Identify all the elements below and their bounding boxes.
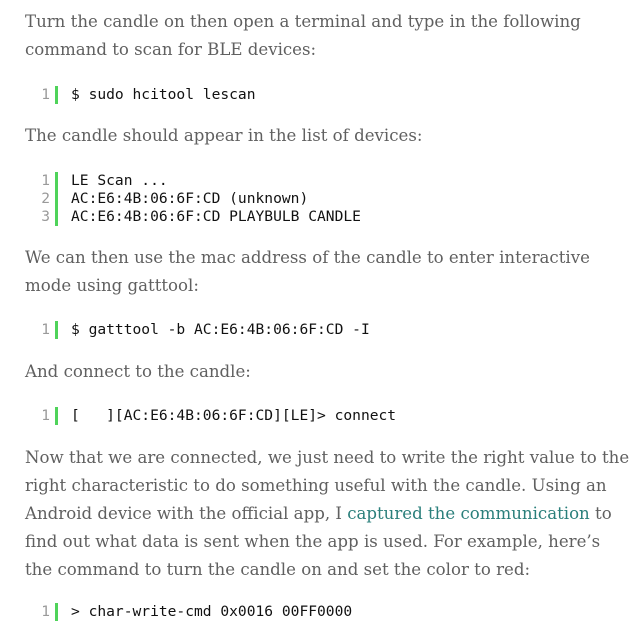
code-line: > char-write-cmd 0x0016 00FF0000 (71, 603, 353, 620)
line-numbers (36, 407, 50, 425)
paragraph-text: Now that we are connected, we just need to write the right value to the right characteristic to do something useful with the candle. Using an Android device with the official app, I (25, 448, 630, 523)
paragraph-text: to find out what data is sent when the app is used. For example, here’s the command to turn the candle on and set the color to red: (25, 504, 612, 579)
code-block-scan-output (36, 172, 626, 226)
code-block-connect (36, 407, 626, 425)
code-accent-bar (55, 603, 58, 621)
code-accent-bar (55, 172, 58, 226)
paragraph-interactive-mode: We can then use the mac address of the candle to enter interactive mode using gatttool: (25, 248, 590, 295)
code-accent-bar (55, 321, 58, 339)
line-number: 1 (41, 86, 50, 103)
line-numbers (36, 172, 50, 226)
code-line: AC:E6:4B:06:6F:CD (unknown) (71, 190, 309, 207)
line-number: 1 (41, 321, 50, 338)
line-numbers (36, 603, 50, 621)
code-line: [ ][AC:E6:4B:06:6F:CD][LE]> connect (71, 407, 397, 424)
paragraph-write-value (25, 444, 630, 584)
line-number: 1 (41, 407, 50, 424)
line-number: 1 (41, 172, 50, 189)
paragraph-device-list: The candle should appear in the list of devices: (25, 126, 423, 145)
line-number: 2 (41, 190, 50, 207)
line-number: 1 (41, 603, 50, 620)
code-line: $ sudo hcitool lescan (71, 86, 256, 103)
line-numbers (36, 86, 50, 104)
code-accent-bar (55, 407, 58, 425)
captured-communication-link[interactable]: captured the communication (347, 504, 590, 523)
code-accent-bar (55, 86, 58, 104)
line-number: 3 (41, 208, 50, 225)
code-line: LE Scan ... (71, 172, 168, 189)
code-line: $ gatttool -b AC:E6:4B:06:6F:CD -I (71, 321, 370, 338)
line-numbers (36, 321, 50, 339)
paragraph-scan-intro: Turn the candle on then open a terminal and type in the following command to scan for BLE devices: (25, 12, 581, 59)
code-block-lescan (36, 86, 626, 104)
code-block-gatttool (36, 321, 626, 339)
paragraph-connect: And connect to the candle: (25, 362, 251, 381)
code-line: AC:E6:4B:06:6F:CD PLAYBULB CANDLE (71, 208, 361, 225)
code-block-char-write (36, 603, 626, 621)
